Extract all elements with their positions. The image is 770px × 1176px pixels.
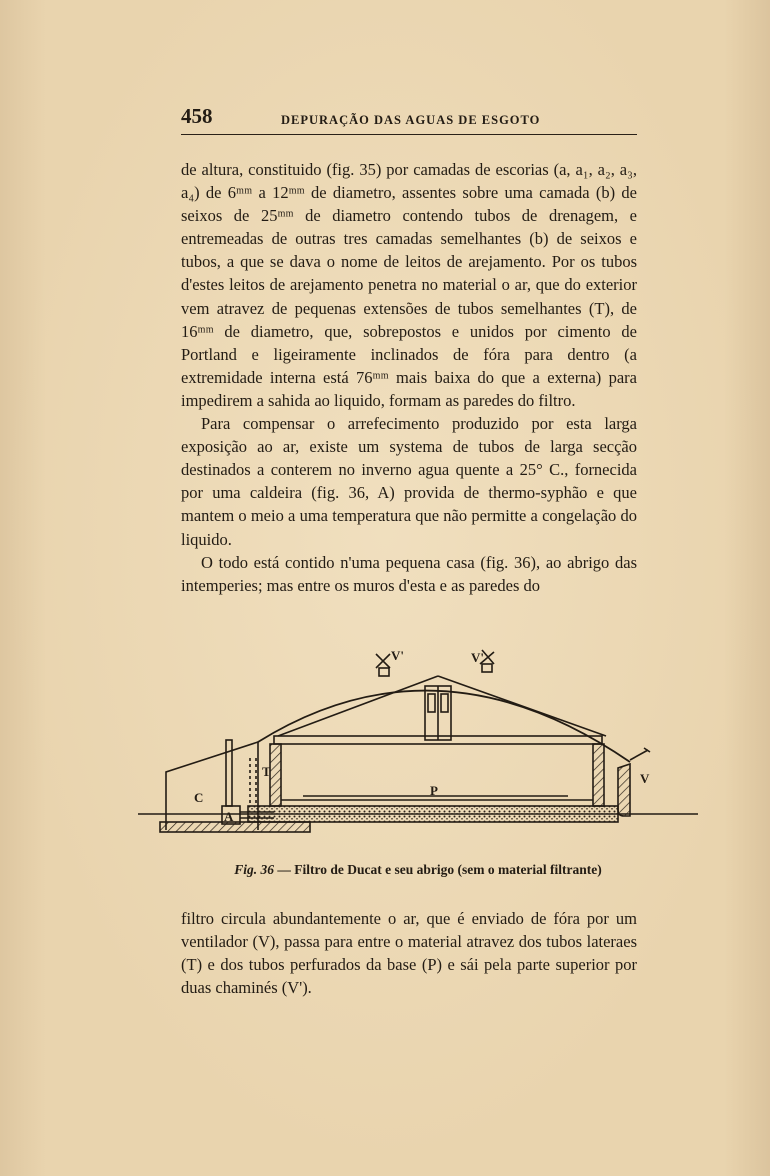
label-vent-left: V' bbox=[391, 648, 404, 663]
label-tubes: T bbox=[262, 764, 271, 779]
paragraph: de altura, constituido (fig. 35) por camadas de escorias (a, a₁, a₂, a₃, a₄) de 6ᵐᵐ a 12ᵐᵐ de diametro, assentes sobre uma camada (b) de seixos de 25ᵐᵐ de diametro contendo tubos de drenagem, e entremeadas de outras tres camadas semelhantes (b) de seixos e tubos, a que se dava o nome de leitos de arejamento. Por os tubos d'estes leitos de arejamento penetra no material o ar, que do exterior vem atravez de pequenas extensões de tubos semelhantes (T), de 16ᵐᵐ de diametro, que, sobrepostos e unidos por cimento de Portland e ligeiramente inclinados de fóra para dentro (a extremidade interna está 76ᵐᵐ mais baixa do que a externa) para impedirem a sahida ao liquido, formam as paredes do filtro. bbox=[181, 160, 637, 410]
label-ventilator: V bbox=[640, 771, 650, 786]
figure-caption bbox=[138, 862, 698, 878]
figure-36-filter-shelter bbox=[138, 640, 698, 850]
foundation bbox=[248, 806, 618, 822]
running-title: DEPURAÇÃO DAS AGUAS DE ESGOTO bbox=[281, 113, 541, 127]
roof-line bbox=[278, 676, 438, 736]
page-number: 458 bbox=[181, 104, 213, 128]
ventilator-duct bbox=[618, 764, 630, 816]
label-vent-right: V' bbox=[471, 650, 484, 665]
label-boiler: A bbox=[224, 809, 234, 824]
boiler-flue bbox=[226, 740, 232, 806]
body-text-bottom bbox=[181, 907, 637, 999]
roof-arch bbox=[258, 691, 630, 762]
label-outer-room: C bbox=[194, 790, 204, 805]
body-text-top bbox=[181, 158, 637, 597]
roof-line bbox=[438, 676, 606, 736]
filter-drawing bbox=[138, 640, 698, 850]
paragraph: filtro circula abundantemente o ar, que é enviado de fóra por um ventilador (V), passa para entre o material atravez dos tubos lateraes (T) e dos tubos perfurados da base (P) e sái pela parte superior por duas chaminés (V'). bbox=[181, 909, 637, 998]
chimney-left bbox=[376, 654, 390, 668]
caption-figure-number: Fig. 36 bbox=[234, 862, 274, 877]
paragraph: O todo está contido n'uma pequena casa (fig. 36), ao abrigo das intemperies; mas entre os muros d'esta e as paredes do bbox=[181, 552, 637, 595]
wall-tubes-left bbox=[270, 744, 281, 806]
caption-text: — Filtro de Ducat e seu abrigo (sem o material filtrante) bbox=[273, 862, 602, 877]
wall-tubes-right bbox=[593, 744, 604, 806]
outer-room bbox=[166, 742, 258, 830]
page-header bbox=[181, 104, 637, 135]
paragraph: Para compensar o arrefecimento produzido por esta larga exposição ao ar, existe um systema de tubos de larga secção destinados a conterem no inverno agua quente a 25° C., fornecida por uma caldeira (fig. 36, A) provida de thermo-syphão e que mantem o meio a uma temperatura que não permitte a congelação do liquido. bbox=[181, 414, 637, 549]
label-base: P bbox=[430, 783, 438, 798]
